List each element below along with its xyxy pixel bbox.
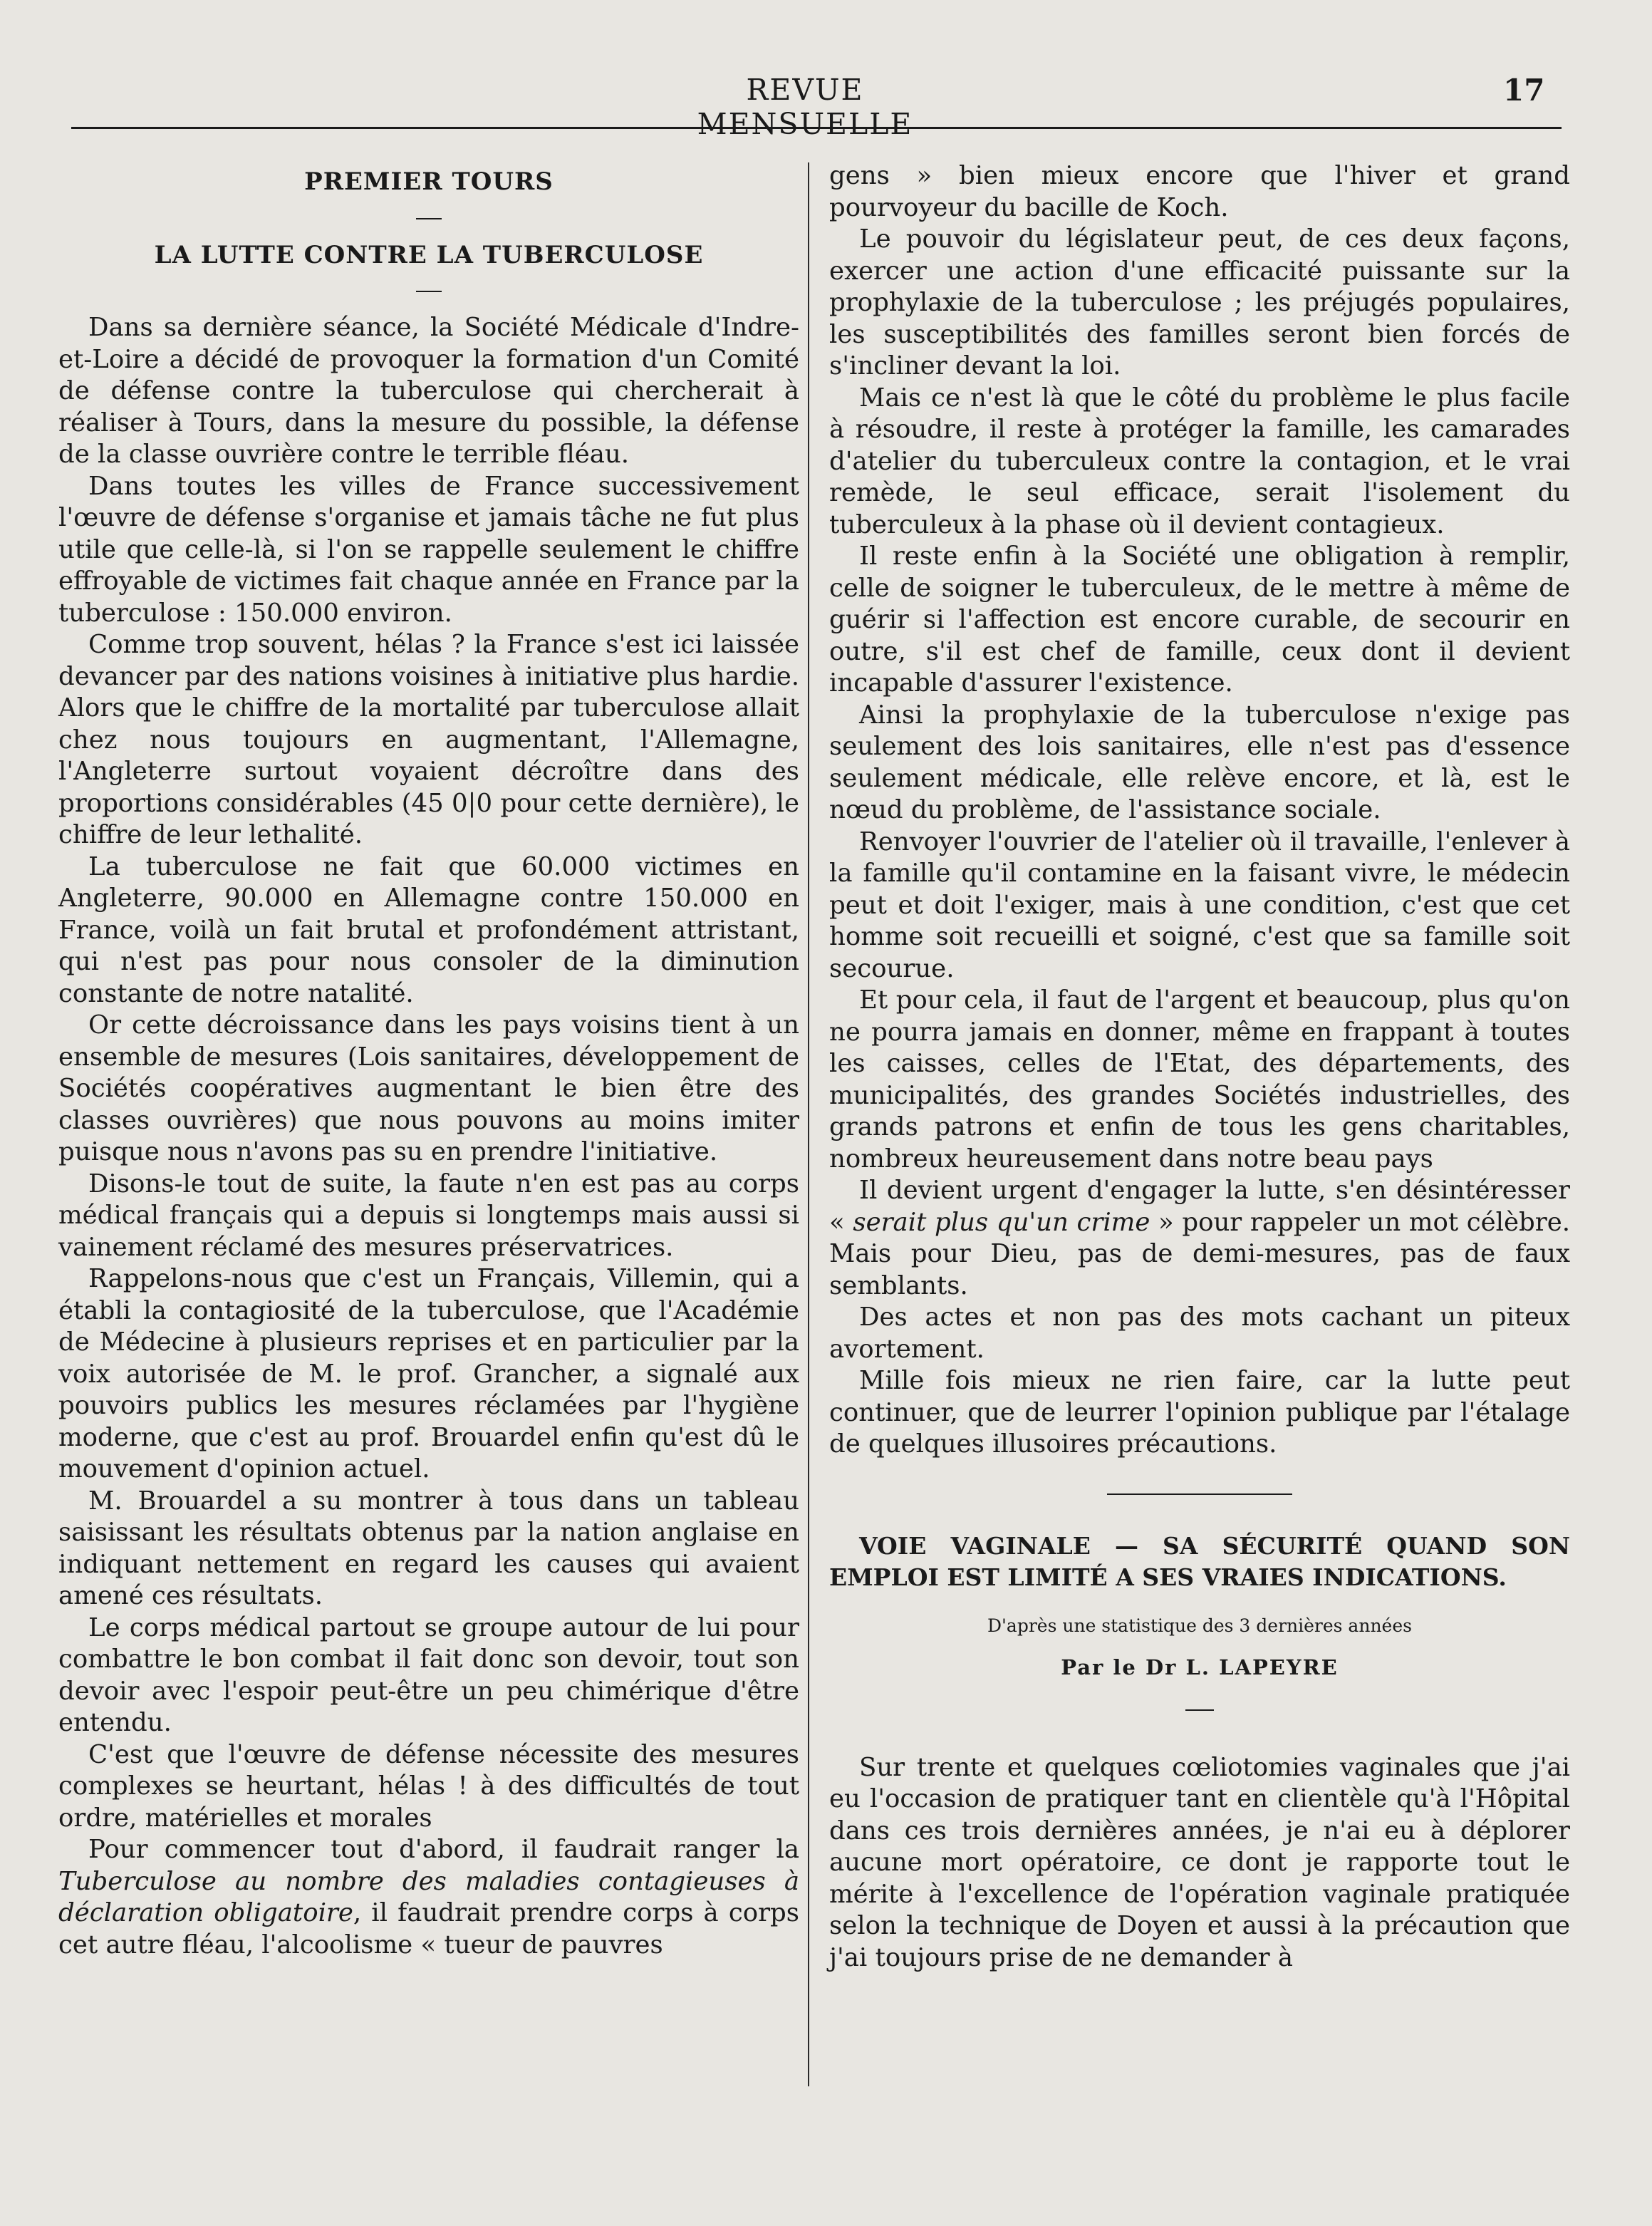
title-dash (416, 291, 442, 292)
article-heading: LA LUTTE CONTRE LA TUBERCULOSE (154, 240, 704, 269)
paragraph: Mille fois mieux ne rien faire, car la lutte peut continuer, que de leurrer l'opinion publique par l'étalage de quelques illusoires précautions. (829, 1366, 1570, 1459)
italic-text: serait plus qu'un crime (853, 1207, 1150, 1237)
paragraph: La tuberculose ne fait que 60.000 victimes en Angleterre, 90.000 en Allemagne contre 150.000 en France, voilà un fait brutal et profondément attristant, qui n'est pas pour nous consoler de la diminution constante de notre natalité. (58, 851, 799, 1008)
paragraph: Et pour cela, il faut de l'argent et beaucoup, plus qu'on ne pourra jamais en donner, même en frappant à toutes les caisses, celles de l'Etat, des départements, des municipalités, des grandes Sociétés industrielles, des grands patrons et enfin de tous les gens charitables, nombreux heureusement dans notre beau pays (829, 985, 1570, 1174)
left-column (58, 160, 799, 1961)
running-title: REVUE MENSUELLE (697, 73, 913, 141)
paragraph: Dans toutes les villes de France successivement l'œuvre de défense s'organise et jamais tâche ne fut plus utile que celle-là, si l'on se rappelle seulement le chiffre effroyable de victimes fait chaque année en France par la tuberculose : 150.000 environ. (58, 471, 799, 628)
byline: Par le Dr L. LAPEYRE (1061, 1655, 1339, 1679)
title-dash (1185, 1709, 1214, 1711)
header-rule (71, 127, 1562, 129)
text-run: » pour rappeler un mot célèbre. Mais pour Dieu, pas de demi-mesures, pas de faux semblants. (829, 1207, 1570, 1300)
text-run: Pour commencer tout d'abord, il faudrait ranger la (88, 1835, 799, 1864)
text-run: Il devient urgent d'engager la lutte, s'en désintéresser « (829, 1176, 1570, 1237)
paragraph: Or cette décroissance dans les pays voisins tient à un ensemble de mesures (Lois sanitaires, développement de Sociétés coopératives augmentant le bien être des classes ouvrières) que nous pouvons au moins imiter puisque nous n'avons pas su en prendre l'initiative. (58, 1010, 799, 1166)
running-head (0, 73, 1652, 141)
paragraph: Dans sa dernière séance, la Société Médicale d'Indre-et-Loire a décidé de provoquer la formation d'un Comité de défense contre la tuberculose qui chercherait à réaliser à Tours, dans la mesure du possible, la défense de la classe ouvrière contre le terrible fléau. (58, 313, 799, 469)
title-dash (416, 218, 442, 219)
paragraph-continued: gens » bien mieux encore que l'hiver et grand pourvoyeur du bacille de Koch. (829, 161, 1570, 222)
paragraph: Sur trente et quelques cœliotomies vaginales que j'ai eu l'occasion de pratiquer tant en clientèle qu'à l'Hôpital dans ces trois dernières années, je n'ai eu à déplorer aucune mort opératoire, ce dont je rapporte tout le mérite à l'excellence de l'opération vaginale pratiquée selon la technique de Doyen et aussi à la précaution que j'ai toujours prise de ne demander à (829, 1752, 1570, 1972)
paragraph: C'est que l'œuvre de défense nécessite des mesures complexes se heurtant, hélas ! à des difficultés de tout ordre, matérielles et morales (58, 1739, 799, 1833)
paragraph: Comme trop souvent, hélas ? la France s'est ici laissée devancer par des nations voisines à initiative plus hardie. Alors que le chiffre de la mortalité par tuberculose allait chez nous toujours en augmentant, l'Allemagne, l'Angleterre surtout voyaient décroître dans des proportions considérables (45 0|0 pour cette dernière), le chiffre de leur lethalité. (58, 630, 799, 849)
paragraph: Ainsi la prophylaxie de la tuberculose n'exige pas seulement des lois sanitaires, elle n'est pas d'essence seulement médicale, elle relève encore, et là, est le nœud du problème, de l'assistance sociale. (829, 700, 1570, 824)
paragraph (829, 1175, 1570, 1302)
paragraph: Renvoyer l'ouvrier de l'atelier où il travaille, l'enlever à la famille qu'il contamine en la faisant vivre, le médecin peut et doit l'exiger, mais à une condition, c'est que cet homme soit recueilli et soigné, c'est que sa famille soit secourue. (829, 827, 1570, 983)
italic-text: Tuberculose au nombre des maladies contagieuses à déclaration obligatoire (58, 1866, 799, 1927)
section-separator (1107, 1494, 1292, 1495)
paragraph: M. Brouardel a su montrer à tous dans un tableau saisissant les résultats obtenus par la nation anglaise en indiquant nettement en regard les causes qui avaient amené ces résultats. (58, 1486, 799, 1610)
section-title: PREMIER TOURS (304, 167, 554, 196)
paragraph: Disons-le tout de suite, la faute n'en est pas au corps médical français qui a depuis si longtemps mais aussi si vainement réclamé des mesures préservatrices. (58, 1169, 799, 1262)
paragraph: Le pouvoir du législateur peut, de ces deux façons, exercer une action d'une efficacité puissante sur la prophylaxie de la tuberculose ; les préjugés populaires, les susceptibilités des familles seront bien forcés de s'incliner devant la loi. (829, 224, 1570, 381)
text-run: , il faudrait prendre corps à corps cet autre fléau, l'alcoolisme « tueur de pauvres (58, 1898, 799, 1960)
right-column (829, 160, 1570, 1974)
paragraph: Le corps médical partout se groupe autour de lui pour combattre le bon combat il fait donc son devoir, tout son devoir avec l'espoir peut-être un peu chimérique d'être entendu. (58, 1612, 799, 1737)
column-divider (808, 162, 809, 2086)
article-title: VOIE VAGINALE — SA SÉCURITÉ QUAND SON EMPLOI EST LIMITÉ A SES VRAIES INDICATIONS. (829, 1531, 1570, 1591)
paragraph: Des actes et non pas des mots cachant un piteux avortement. (829, 1303, 1570, 1364)
paragraph: Il reste enfin à la Société une obligation à remplir, celle de soigner le tuberculeux, de le mettre à même de guérir si l'affection est encore curable, de secourir en outre, s'il est chef de famille, ceux dont il devient incapable d'assurer l'existence. (829, 542, 1570, 698)
page-number: 17 (1503, 73, 1545, 108)
paragraph: Rappelons-nous que c'est un Français, Villemin, qui a établi la contagiosité de la tuberculose, que l'Académie de Médecine à plusieurs reprises et en particulier par la voix autorisée de M. le prof. Grancher, a signalé aux pouvoirs publics les mesures réclamées par l'hygiène moderne, que c'est au prof. Brouardel enfin qu'est dû le mouvement d'opinion actuel. (58, 1264, 799, 1484)
source-note: D'après une statistique des 3 dernières années (987, 1615, 1412, 1636)
paragraph: Mais ce n'est là que le côté du problème le plus facile à résoudre, il reste à protéger la famille, les camarades d'atelier du tuberculeux contre la contagion, et le vrai remède, le seul efficace, serait l'isolement du tuberculeux à la phase où il devient contagieux. (829, 383, 1570, 539)
paragraph (58, 1834, 799, 1961)
